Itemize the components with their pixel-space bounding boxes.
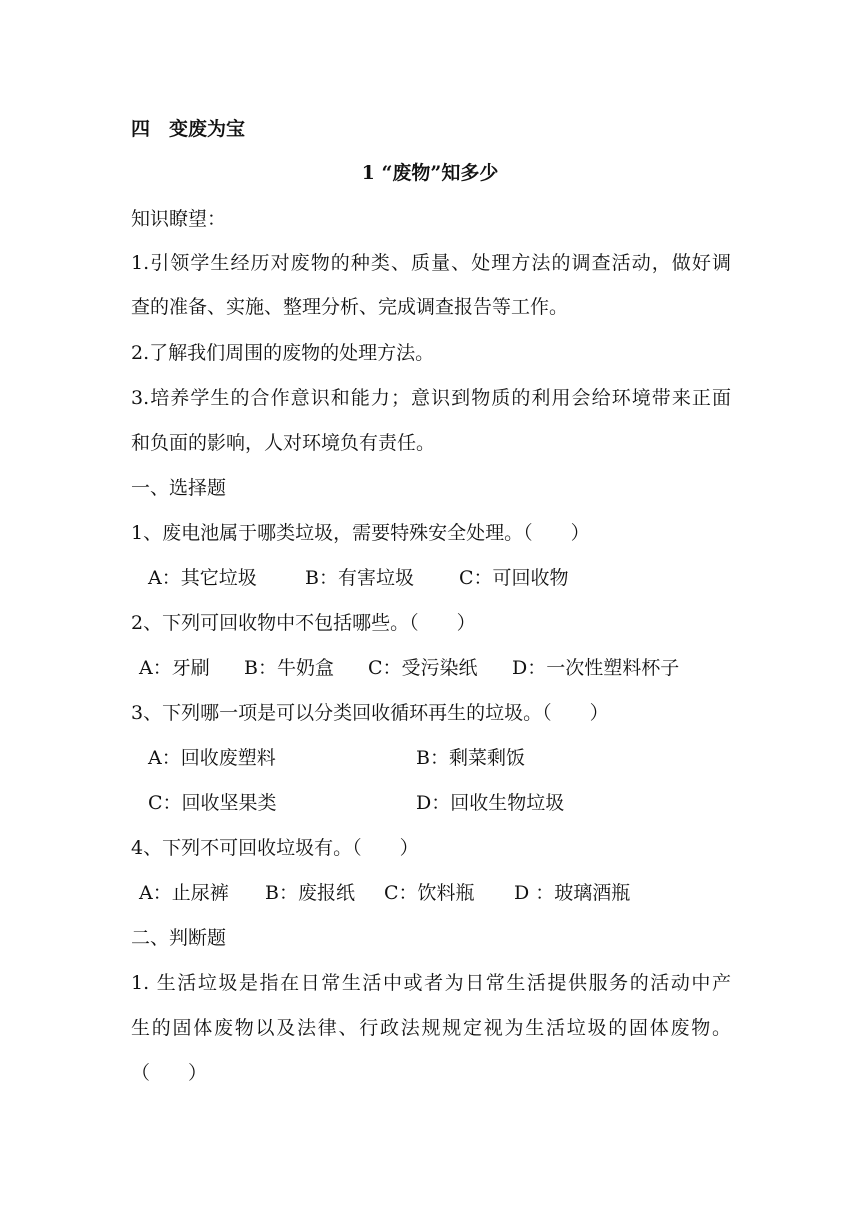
q1-option-b: B：有害垃圾 [305, 567, 414, 589]
choice-question-1: 1、废电池属于哪类垃圾，需要特殊安全处理。（ ） [131, 522, 590, 544]
judge-section-heading: 二、判断题 [131, 927, 227, 949]
overview-item-1-line-2: 查的准备、实施、整理分析、完成调查报告等工作。 [131, 296, 569, 318]
overview-item-3-line-2: 和负面的影响，人对环境负有责任。 [131, 432, 436, 454]
overview-item-1-line-1: 1.引领学生经历对废物的种类、质量、处理方法的调查活动，做好调 [131, 252, 731, 274]
judge-question-1-line-1: 1. 生活垃圾是指在日常生活中或者为日常生活提供服务的活动中产 [131, 972, 731, 994]
unit-title: 四 变废为宝 [131, 118, 246, 140]
q3-option-a: A：回收废塑料 [148, 747, 276, 769]
overview-item-3-line-1: 3.培养学生的合作意识和能力；意识到物质的利用会给环境带来正面 [131, 387, 731, 409]
q4-option-a: A：止尿裤 [139, 882, 229, 904]
q2-option-b: B：牛奶盒 [244, 657, 334, 679]
choice-question-3: 3、下列哪一项是可以分类回收循环再生的垃圾。（ ） [131, 702, 609, 724]
q4-option-d: D ：玻璃酒瓶 [514, 882, 631, 904]
overview-item-2: 2.了解我们周围的废物的处理方法。 [131, 342, 435, 364]
overview-heading: 知识瞭望： [131, 208, 227, 230]
lesson-title: 1 “废物”知多少 [361, 162, 499, 184]
choice-question-4: 4、下列不可回收垃圾有。（ ） [131, 837, 419, 859]
q3-option-d: D：回收生物垃圾 [416, 792, 565, 814]
q3-option-b: B：剩菜剩饭 [416, 747, 525, 769]
choice-section-heading: 一、选择题 [131, 477, 227, 499]
q4-option-b: B：废报纸 [265, 882, 355, 904]
q2-option-d: D：一次性塑料杯子 [512, 657, 680, 679]
q1-option-a: A：其它垃圾 [148, 567, 257, 589]
judge-question-1-line-2: 生的固体废物以及法律、行政法规规定视为生活垃圾的固体废物。 [131, 1017, 731, 1039]
q4-option-c: C：饮料瓶 [384, 882, 475, 904]
q2-option-a: A：牙刷 [139, 657, 210, 679]
q2-option-c: C：受污染纸 [368, 657, 478, 679]
choice-question-2: 2、下列可回收物中不包括哪些。（ ） [131, 612, 476, 634]
q3-option-c: C：回收坚果类 [148, 792, 277, 814]
q1-option-c: C：可回收物 [459, 567, 569, 589]
judge-question-1-line-3: （ ） [131, 1062, 208, 1084]
